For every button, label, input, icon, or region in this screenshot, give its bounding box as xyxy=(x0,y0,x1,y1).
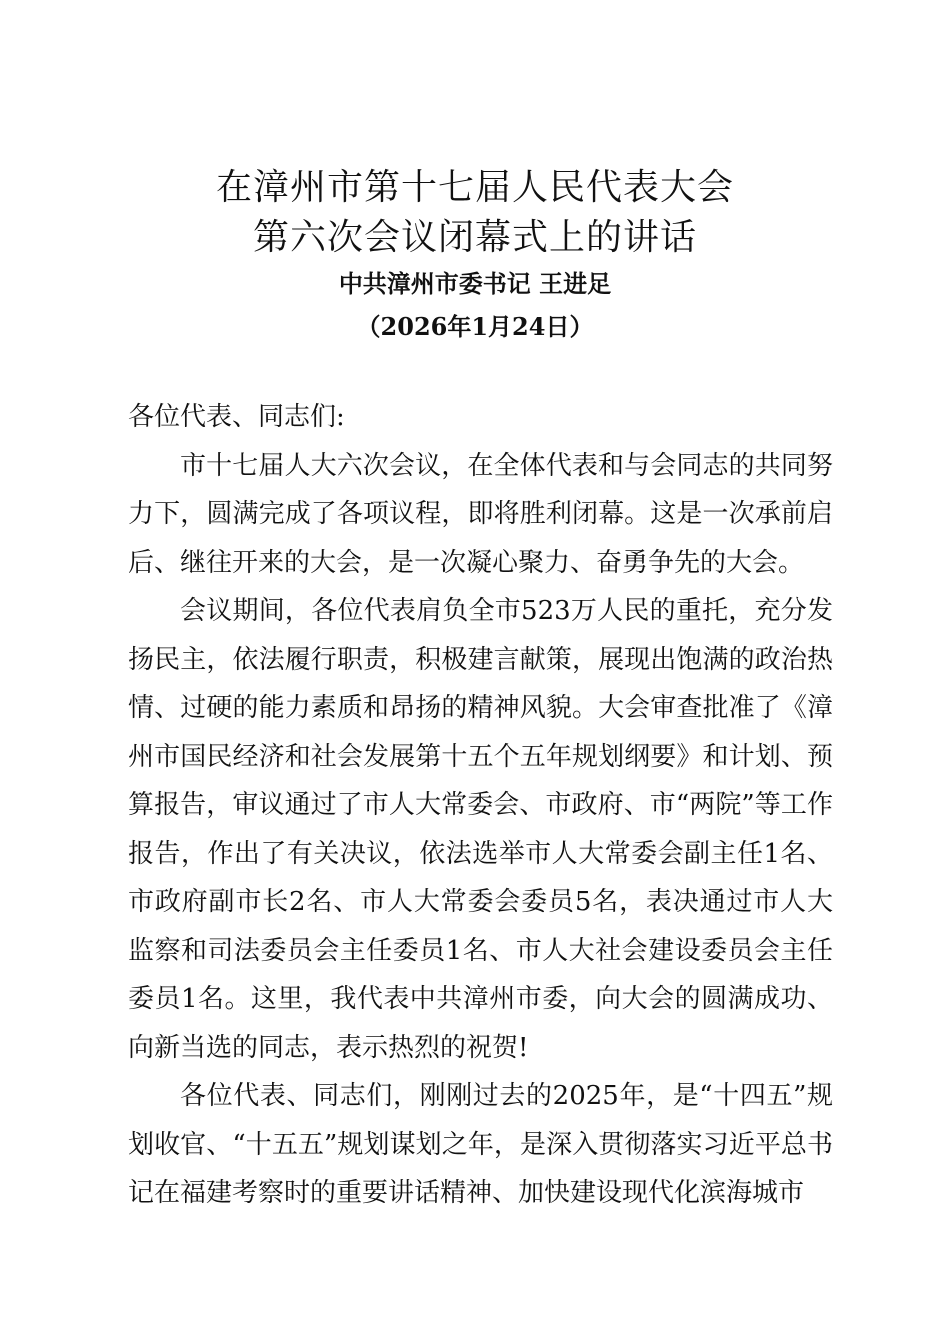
speech-body xyxy=(128,393,833,1218)
salutation: 各位代表、同志们: xyxy=(128,402,345,432)
paragraph: 市十七届人大六次会议，在全体代表和与会同志的共同努力下，圆满完成了各项议程，即将胜利闭幕。这是一次承前启后、继往开来的大会，是一次凝心聚力、奋勇争先的大会。 xyxy=(128,450,833,578)
date-line: （2026年1月24日） xyxy=(356,312,594,341)
title-line-1: 在漳州市第十七届人民代表大会 xyxy=(215,167,734,208)
paragraph: 会议期间，各位代表肩负全市523万人民的重托，充分发扬民主，依法履行职责，积极建言献策，展现出饱满的政治热情、过硬的能力素质和昂扬的精神风貌。大会审查批准了《漳州市国民经济和社会发展第十五个五年规划纲要》和计划、预算报告，审议通过了市人大常委会、市政府、市“两院”等工作报告，作出了有关决议，依法选举市人大常委会副主任1名、市政府副市长2名、市人大常委会委员5名，表决通过市人大监察和司法委员会主任委员1名、市人大社会建设委员会主任委员1名。这里，我代表中共漳州市委，向大会的圆满成功、向新当选的同志，表示热烈的祝贺! xyxy=(128,596,833,1063)
title-line-2: 第六次会议闭幕式上的讲话 xyxy=(252,217,697,258)
author-line: 中共漳州市委书记 王进足 xyxy=(338,269,612,298)
paragraph: 各位代表、同志们，刚刚过去的2025年，是“十四五”规划收官、“十五五”规划谋划之年，是深入贯彻落实习近平总书记在福建考察时的重要讲话精神、加快建设现代化滨海城市 xyxy=(128,1081,833,1208)
